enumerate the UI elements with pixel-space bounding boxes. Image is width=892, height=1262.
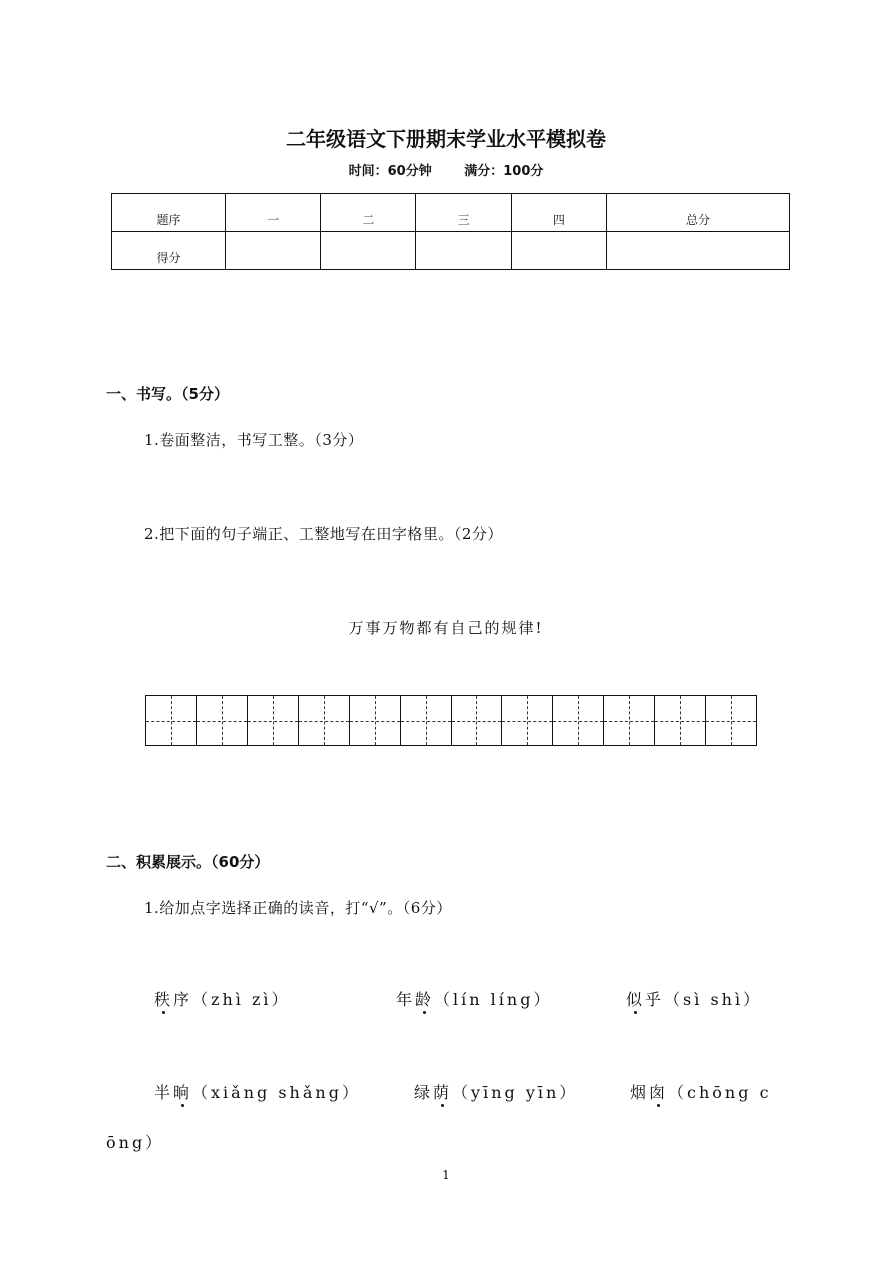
pinyin-options: （yīng yīn） <box>452 1083 579 1102</box>
score-col-2: 二 <box>321 194 416 232</box>
dotted-char: 龄 <box>415 990 435 1009</box>
tianzige-cell <box>553 696 604 745</box>
dotted-char: 似 <box>626 990 646 1009</box>
pinyin-item-5 <box>414 1080 578 1103</box>
pinyin-options: （sì shì） <box>664 990 763 1009</box>
tianzige-cell <box>452 696 503 745</box>
score-col-1: 一 <box>226 194 321 232</box>
score-col-3: 三 <box>416 194 511 232</box>
page-number: 1 <box>442 1168 450 1182</box>
tianzige-cell <box>248 696 299 745</box>
score-col-total: 总分 <box>606 194 789 232</box>
score-cell-3 <box>416 232 511 270</box>
pinyin-wrap-line: ōng） <box>106 1133 165 1152</box>
item-text: 乎 <box>645 990 665 1009</box>
tianzige-cell <box>350 696 401 745</box>
item-text: 烟 <box>630 1083 650 1102</box>
score-col-4: 四 <box>511 194 606 232</box>
exam-meta <box>0 160 892 179</box>
pinyin-options: （zhì zì） <box>192 990 291 1009</box>
pinyin-options: （xiǎng shǎng） <box>192 1083 361 1102</box>
exam-full-score: 满分：100分 <box>464 164 544 179</box>
section-2-heading: 二、积累展示。（60分） <box>106 853 270 871</box>
tianzige-cell <box>706 696 756 745</box>
score-col-label: 题序 <box>112 194 226 232</box>
tianzige-grid <box>145 695 757 746</box>
score-row-label: 得分 <box>112 232 226 270</box>
pinyin-item-6 <box>630 1080 772 1103</box>
pinyin-item-2 <box>396 987 552 1010</box>
pinyin-options: （chōng c <box>668 1083 772 1102</box>
tianzige-cell <box>655 696 706 745</box>
pinyin-options: （lín líng） <box>434 990 553 1009</box>
exam-time: 时间：60分钟 <box>348 164 432 179</box>
score-cell-1 <box>226 232 321 270</box>
tianzige-cell <box>299 696 350 745</box>
pinyin-item-1 <box>154 987 291 1010</box>
pinyin-item-3 <box>626 987 762 1010</box>
tianzige-cell <box>197 696 248 745</box>
score-cell-2 <box>321 232 416 270</box>
pinyin-item-4 <box>154 1080 361 1103</box>
tianzige-cell <box>401 696 452 745</box>
item-text: 半 <box>154 1083 174 1102</box>
copy-sentence: 万事万物都有自己的规律! <box>348 619 544 637</box>
section-1-heading: 一、书写。（5分） <box>106 385 229 403</box>
dotted-char: 荫 <box>433 1083 453 1102</box>
score-table-score-row <box>112 232 790 270</box>
score-table <box>111 193 790 270</box>
tianzige-cell <box>604 696 655 745</box>
item-text: 序 <box>173 990 193 1009</box>
section-2-question-1: 1.给加点字选择正确的读音，打“√”。（6分） <box>144 899 452 917</box>
tianzige-cell <box>502 696 553 745</box>
section-1-question-1: 1.卷面整洁，书写工整。（3分） <box>144 431 364 449</box>
score-cell-4 <box>511 232 606 270</box>
dotted-char: 晌 <box>173 1083 193 1102</box>
dotted-char: 囱 <box>649 1083 669 1102</box>
score-table-header-row <box>112 194 790 232</box>
page-title: 二年级语文下册期末学业水平模拟卷 <box>286 127 606 151</box>
dotted-char: 秩 <box>154 990 174 1009</box>
tianzige-cell <box>146 696 197 745</box>
item-text: 年 <box>396 990 416 1009</box>
section-1-question-2: 2.把下面的句子端正、工整地写在田字格里。（2分） <box>144 525 503 543</box>
item-text: 绿 <box>414 1083 434 1102</box>
score-cell-total <box>606 232 789 270</box>
